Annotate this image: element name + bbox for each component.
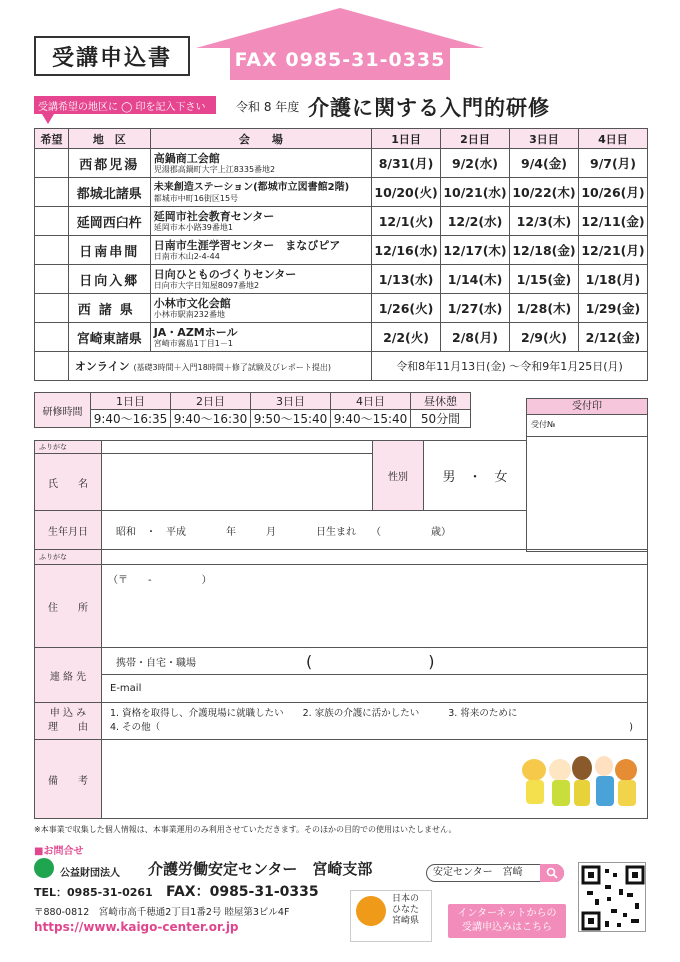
- venue-cell: [150, 207, 371, 236]
- online-row: [35, 352, 648, 381]
- receipt-stamp-box: [526, 398, 648, 552]
- online-application-button[interactable]: [448, 904, 566, 938]
- choice-cell[interactable]: [35, 265, 69, 294]
- privacy-notice: ※本事業で収集した個人情報は、本事業運用のみ利用させていただきます。そのほかの目的での使用はいたしません。: [34, 825, 457, 834]
- date-cell: 9/4(金): [509, 149, 578, 178]
- hours-value: 9:40〜15:40: [331, 410, 411, 428]
- venue-cell: [150, 323, 371, 352]
- reason-option-1[interactable]: 1. 資格を取得し、介護現場に就職したい: [110, 708, 284, 719]
- reason-option-4[interactable]: 4. その他（: [110, 722, 161, 733]
- date-cell: 12/3(木): [509, 207, 578, 236]
- contact-heading: ■お問合せ: [34, 846, 84, 857]
- org-name: 介護労働安定センター 宮崎支部: [148, 860, 373, 878]
- online-application-line2: 受講申込みはこちら: [462, 922, 552, 933]
- region-cell: 日向入郷: [68, 265, 150, 294]
- name-field[interactable]: [101, 453, 373, 511]
- org-prefix: 公益財団法人: [60, 868, 120, 879]
- date-cell: 1/27(水): [441, 294, 510, 323]
- date-cell: 10/20(火): [372, 178, 441, 207]
- date-cell: 1/13(水): [372, 265, 441, 294]
- date-cell: 12/1(火): [372, 207, 441, 236]
- col-header-region: 地 区: [68, 129, 150, 149]
- schedule-header-row: [35, 129, 648, 149]
- phone-paren-close: ): [428, 651, 435, 671]
- phone-field[interactable]: [101, 647, 648, 675]
- venue-name: 未来創造ステーション(都城市立図書館2階): [153, 181, 350, 193]
- venue-cell: [150, 149, 371, 178]
- col-header-day2: 2日目: [441, 129, 510, 149]
- address-field[interactable]: [101, 564, 648, 648]
- reason-paren-close: ): [629, 722, 633, 733]
- date-cell: 1/26(火): [372, 294, 441, 323]
- furigana-label: ふりがな: [34, 440, 102, 454]
- date-cell: 1/14(木): [441, 265, 510, 294]
- region-cell: 延岡西臼杵: [68, 207, 150, 236]
- phone-paren-open: (: [306, 651, 313, 671]
- training-hours-table: [34, 392, 471, 428]
- schedule-row: [35, 178, 648, 207]
- office-address: 〒880-0812 宮崎市高千穂通2丁目1番2号 睦屋第3ビル4F: [34, 907, 290, 918]
- venue-name: 高鍋商工会館: [153, 151, 220, 165]
- schedule-row: [35, 265, 648, 294]
- date-cell: 1/18(月): [578, 265, 647, 294]
- venue-cell: [150, 236, 371, 265]
- fiscal-year: 令和 8 年度: [236, 100, 300, 114]
- schedule-row: [35, 323, 648, 352]
- venue-address: 小林市駅南232番地: [153, 309, 225, 319]
- date-cell: 1/28(木): [509, 294, 578, 323]
- hours-header: 4日目: [331, 393, 411, 410]
- online-note: (基礎3時間＋入門18時間＋修了試験及びレポート提出): [133, 363, 331, 372]
- venue-cell: [150, 294, 371, 323]
- date-cell: 9/2(水): [441, 149, 510, 178]
- schedule-row: [35, 294, 648, 323]
- region-instruction: 受講希望の地区に ◯ 印を記入下さい: [34, 96, 216, 114]
- online-label: オンライン: [74, 360, 130, 373]
- birthdate-field[interactable]: 昭和 ・ 平成 年 月 日生まれ （ 歳）: [101, 510, 527, 550]
- reason-label: [34, 702, 102, 740]
- venue-cell: [150, 178, 371, 207]
- date-cell: 9/7(月): [578, 149, 647, 178]
- region-cell: 西諸県: [68, 294, 150, 323]
- venue-name: 日向ひとものづくりセンター: [153, 267, 297, 281]
- fax-banner: [196, 8, 484, 76]
- mascot-characters-illustration: [520, 748, 644, 814]
- schedule-row: [35, 149, 648, 178]
- notes-label: 備 考: [34, 739, 102, 819]
- telephone: TEL：0985-31-0261: [34, 886, 153, 899]
- col-header-day4: 4日目: [578, 129, 647, 149]
- date-cell: 12/21(月): [578, 236, 647, 265]
- date-cell: 12/17(木): [441, 236, 510, 265]
- date-cell: 12/11(金): [578, 207, 647, 236]
- reason-option-3[interactable]: 3. 将来のために: [448, 708, 518, 719]
- date-cell: 1/15(金): [509, 265, 578, 294]
- region-cell: 日南串間: [68, 236, 150, 265]
- hours-value: 9:40〜16:35: [91, 410, 171, 428]
- hours-header: 3日目: [251, 393, 331, 410]
- date-cell: 12/16(水): [372, 236, 441, 265]
- qr-code-icon[interactable]: [578, 862, 646, 932]
- website-link[interactable]: https://www.kaigo-center.or.jp: [34, 920, 239, 934]
- online-period: 令和8年11月13日(金) 〜令和9年1月25日(月): [372, 352, 648, 381]
- venue-name: 日南市生涯学習センター まなびピア: [153, 238, 341, 252]
- receipt-title: 受付印: [527, 399, 647, 415]
- date-cell: 10/26(月): [578, 178, 647, 207]
- reason-option-2[interactable]: 2. 家族の介護に活かしたい: [302, 708, 420, 719]
- date-cell: 10/21(水): [441, 178, 510, 207]
- postal-code: （〒 - ）: [108, 575, 212, 586]
- date-cell: 10/22(木): [509, 178, 578, 207]
- venue-name: 小林市文化会館: [153, 296, 231, 310]
- hours-value: 9:40〜16:30: [171, 410, 251, 428]
- date-cell: 12/2(水): [441, 207, 510, 236]
- choice-cell[interactable]: [35, 207, 69, 236]
- course-title: 介護に関する入門的研修: [308, 96, 550, 120]
- schedule-row: [35, 236, 648, 265]
- date-cell: 1/29(金): [578, 294, 647, 323]
- search-box[interactable]: 安定センター 宮崎: [426, 864, 564, 882]
- reason-label-line2: 理 由: [48, 722, 88, 733]
- hours-value: 50分間: [411, 410, 471, 428]
- name-label: 氏 名: [34, 453, 102, 511]
- region-cell: 都城北諸県: [68, 178, 150, 207]
- choice-cell[interactable]: [35, 236, 69, 265]
- document-title: 受講申込書: [34, 36, 190, 76]
- hours-header: 1日目: [91, 393, 171, 410]
- fax-footer: FAX：0985-31-0335: [166, 884, 319, 900]
- date-cell: 2/9(火): [509, 323, 578, 352]
- sun-logo-icon: [356, 896, 386, 926]
- col-header-day3: 3日目: [509, 129, 578, 149]
- choice-cell[interactable]: [35, 294, 69, 323]
- email-field[interactable]: E-mail: [101, 674, 648, 703]
- schedule-table: [34, 128, 648, 381]
- hours-value: 9:50〜15:40: [251, 410, 331, 428]
- col-header-venue: 会 場: [150, 129, 371, 149]
- col-header-day1: 1日目: [372, 129, 441, 149]
- reason-label-line1: 申 込 み: [49, 708, 87, 719]
- venue-address: 児湯郡高鍋町大字上江8335番地2: [153, 164, 276, 174]
- birthdate-label: 生年月日: [34, 510, 102, 550]
- date-cell: 8/31(月): [372, 149, 441, 178]
- receipt-number: 受付№: [527, 415, 647, 437]
- choice-cell[interactable]: [35, 149, 69, 178]
- online-application-line1: インターネットからの: [457, 908, 557, 919]
- venue-name: JA・AZMホール: [153, 325, 238, 339]
- search-icon[interactable]: [540, 864, 564, 882]
- region-cell: 宮崎東諸県: [68, 323, 150, 352]
- date-cell: 2/12(金): [578, 323, 647, 352]
- down-arrow-icon: [42, 114, 54, 124]
- contact-label: 連 絡 先: [34, 647, 102, 703]
- venue-name: 延岡市社会教育センター: [153, 209, 275, 223]
- date-cell: 2/8(月): [441, 323, 510, 352]
- online-cell: [68, 352, 371, 381]
- training-hours-label: 研修時間: [35, 393, 91, 428]
- gender-label: 性別: [372, 440, 424, 511]
- gender-options[interactable]: 男 ・ 女: [423, 440, 527, 511]
- choice-cell[interactable]: [35, 178, 69, 207]
- date-cell: 12/18(金): [509, 236, 578, 265]
- phone-type: 携帯・自宅・職場: [116, 657, 196, 669]
- furigana-label: ふりがな: [34, 549, 102, 565]
- venue-address: 日向市大字日知屋8097番地2: [153, 280, 260, 290]
- reason-field[interactable]: [101, 702, 648, 740]
- venue-address: 延岡市本小路39番地1: [153, 222, 233, 232]
- name-furigana-field[interactable]: [101, 440, 373, 454]
- choice-cell[interactable]: [35, 352, 69, 381]
- address-label: 住 所: [34, 564, 102, 648]
- date-cell: 2/2(火): [372, 323, 441, 352]
- schedule-row: [35, 207, 648, 236]
- hours-header: 昼休憩: [411, 393, 471, 410]
- fax-number: FAX 0985-31-0335: [230, 40, 450, 80]
- col-header-choice: 希望: [35, 129, 69, 149]
- venue-cell: [150, 265, 371, 294]
- choice-cell[interactable]: [35, 323, 69, 352]
- region-cell: 西都児湯: [68, 149, 150, 178]
- venue-address: 都城市中町16街区15号: [153, 193, 239, 203]
- venue-address: 日南市木山2-4-44: [153, 251, 220, 261]
- organization-logo-icon: [34, 858, 54, 878]
- venue-address: 宮崎市霧島1丁目1－1: [153, 338, 233, 348]
- hours-header: 2日目: [171, 393, 251, 410]
- badge-text: 日本の ひなた 宮崎県: [392, 894, 420, 926]
- address-furigana-field[interactable]: [101, 549, 648, 565]
